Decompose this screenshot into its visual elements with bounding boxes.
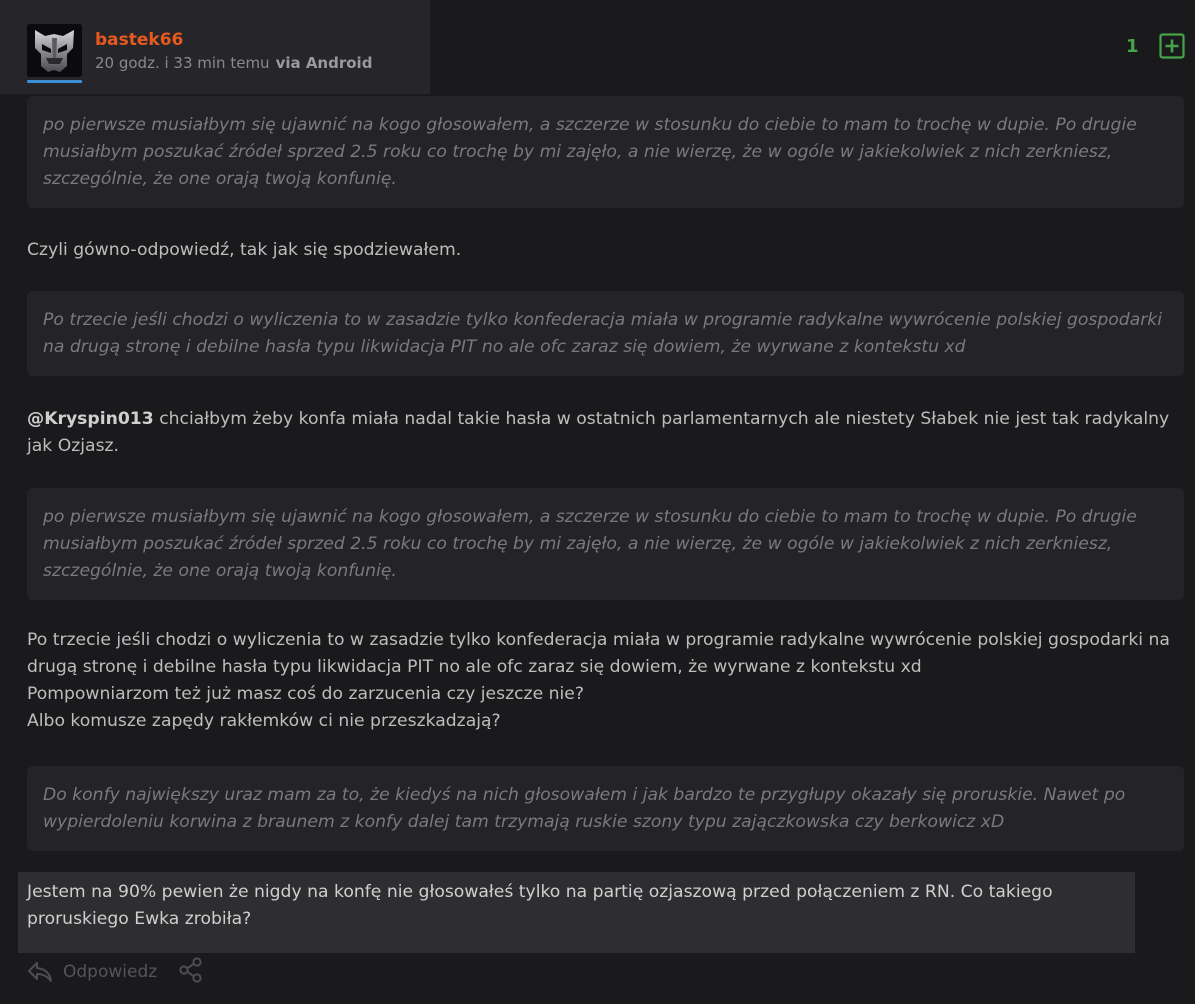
vote-count: 1 — [1126, 36, 1139, 57]
post-time[interactable]: 20 godz. i 33 min temu — [95, 54, 270, 72]
quote-block: Do konfy największy uraz mam za to, że kiedyś na nich głosowałem i jak bardzo te przygłupy okazały się proruskie. Nawet po wypierdoleniu korwina z braunem z konfy dalej tam trzymają ruskie szony typu zajączkowska czy berkowicz xD — [27, 766, 1184, 851]
share-icon — [177, 956, 205, 984]
comment-paragraph — [27, 627, 1187, 735]
author-name[interactable]: bastek66 — [95, 30, 184, 50]
paragraph-line: Pompowniarzom też już masz coś do zarzucenia czy jeszcze nie? — [27, 684, 584, 704]
user-mention-link[interactable]: @Kryspin013 — [27, 409, 154, 429]
autobot-logo-icon — [27, 24, 82, 77]
quote-block: po pierwsze musiałbym się ujawnić na kogo głosowałem, a szczerze w stosunku do ciebie to mam to trochę w dupie. Po drugie musiałbym poszukać źródeł sprzed 2.5 roku co trochę by mi zajęło, a nie wierzę, że w ogóle w jakiekolwiek z nich zerkniesz, szczególnie, że one orają twoją konfunię. — [27, 96, 1184, 208]
comment-actions — [27, 955, 205, 989]
reply-arrow-icon — [27, 960, 53, 984]
comment-paragraph: Czyli gówno-odpowiedź, tak jak się spodziewałem. — [27, 240, 462, 260]
quote-block: po pierwsze musiałbym się ujawnić na kogo głosowałem, a szczerze w stosunku do ciebie to mam to trochę w dupie. Po drugie musiałbym poszukać źródeł sprzed 2.5 roku co trochę by mi zajęło, a nie wierzę, że w ogóle w jakiekolwiek z nich zerkniesz, szczególnie, że one orają twoją konfunię. — [27, 488, 1184, 600]
paragraph-line: Albo komusze zapędy rakłemków ci nie przeszkadzają? — [27, 711, 501, 731]
share-button[interactable] — [177, 956, 205, 988]
reply-label: Odpowiedz — [63, 962, 158, 982]
plus-square-icon — [1159, 33, 1185, 59]
mention-text: chciałbym żeby konfa miała nadal takie hasła w ostatnich parlamentarnych ale niestety Słabek nie jest tak radykalny jak Ozjasz. — [27, 409, 1170, 456]
user-avatar[interactable] — [27, 24, 82, 77]
comment-header — [0, 0, 430, 94]
upvote-button[interactable] — [1159, 33, 1185, 59]
avatar-status-bar — [27, 80, 82, 83]
post-meta — [95, 54, 372, 72]
post-source: via Android — [275, 54, 373, 72]
comment-paragraph — [27, 406, 1187, 460]
reply-button[interactable] — [27, 960, 167, 984]
paragraph-line: Po trzecie jeśli chodzi o wyliczenia to w zasadzie tylko konfederacja miała w programie radykalne wywrócenie polskiej gospodarki na drugą stronę i debilne hasła typu likwidacja PIT no ale ofc zaraz się dowiem, że wyrwane z kontekstu xd — [27, 630, 1170, 677]
quote-block: Po trzecie jeśli chodzi o wyliczenia to w zasadzie tylko konfederacja miała w programie radykalne wywrócenie polskiej gospodarki na drugą stronę i debilne hasła typu likwidacja PIT no ale ofc zaraz się dowiem, że wyrwane z kontekstu xd — [27, 291, 1184, 376]
highlighted-reply — [18, 872, 1135, 953]
comment-paragraph: Jestem na 90% pewien że nigdy na konfę nie głosowałeś tylko na partię ozjaszową przed połączeniem z RN. Co takiego proruskiego Ewka zrobiła? — [27, 882, 1053, 929]
